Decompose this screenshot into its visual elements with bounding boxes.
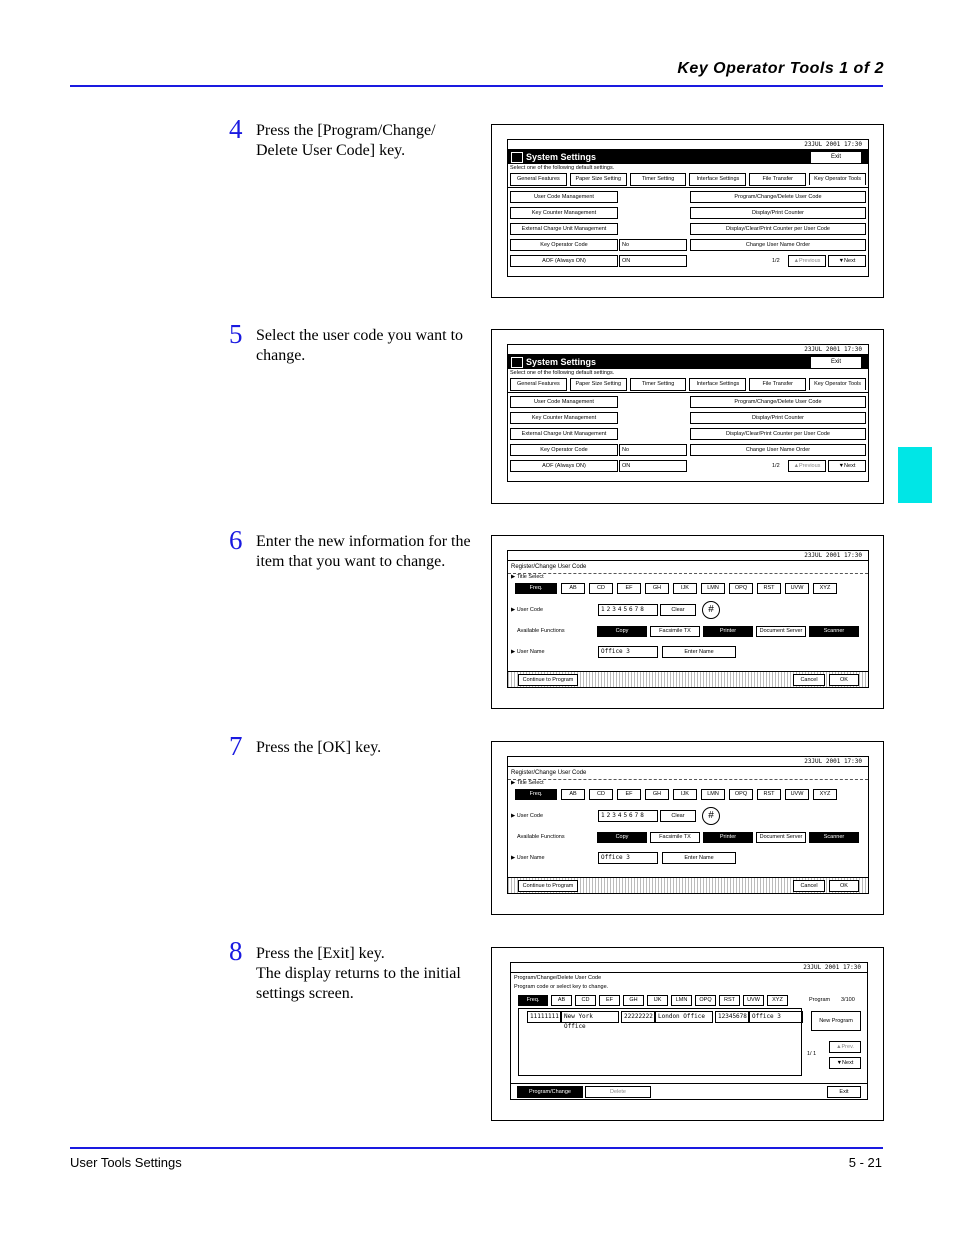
tab-key-operator-tools[interactable]: Key Operator Tools xyxy=(809,173,866,185)
function-scanner[interactable]: Scanner xyxy=(809,626,859,637)
ok-button[interactable]: OK xyxy=(829,674,859,686)
key-rst[interactable]: RST xyxy=(719,995,740,1006)
bottom-bar xyxy=(508,877,868,893)
entry-code-1[interactable]: 11111111 xyxy=(527,1011,561,1023)
change-user-name-order-button[interactable]: Change User Name Order xyxy=(690,239,866,251)
display-clear-print-counter-button[interactable]: Display/Clear/Print Counter per User Code xyxy=(690,223,866,235)
entry-name-2[interactable]: London Office xyxy=(655,1011,713,1023)
clock: 23JUL 2001 17:30 xyxy=(508,140,868,150)
title-select-label: ▶ Title Select xyxy=(511,574,544,580)
key-rst[interactable]: RST xyxy=(757,789,781,800)
tab-paper-size[interactable]: Paper Size Setting xyxy=(570,378,627,391)
display-print-counter-button[interactable]: Display/Print Counter xyxy=(690,207,866,219)
external-charge-unit-button[interactable]: External Charge Unit Management xyxy=(510,428,618,440)
instruction: Program code or select key to change. xyxy=(514,984,609,990)
hash-icon[interactable]: # xyxy=(702,807,720,825)
key-ef[interactable]: EF xyxy=(617,583,641,594)
key-ijk[interactable]: IJK xyxy=(647,995,668,1006)
functions-row xyxy=(597,832,859,843)
screen-title-text: System Settings xyxy=(526,152,597,162)
previous-button[interactable]: ▲Previous xyxy=(788,255,826,267)
key-ef[interactable]: EF xyxy=(617,789,641,800)
step-text-continued: The display returns to the initial settings screen. xyxy=(256,965,461,1002)
instruction: Select one of the following default settings. xyxy=(510,370,615,376)
page-header-title: Key Operator Tools 1 of 2 xyxy=(677,60,884,77)
key-operator-code-button[interactable]: Key Operator Code xyxy=(510,444,618,456)
key-rst[interactable]: RST xyxy=(757,583,781,594)
user-code-field[interactable]: 12345678 xyxy=(598,810,658,822)
key-gh[interactable]: GH xyxy=(645,583,669,594)
key-lmn[interactable]: LMN xyxy=(701,583,725,594)
title-keys xyxy=(518,995,788,1006)
key-opq[interactable]: OPQ xyxy=(729,583,753,594)
display-print-counter-button[interactable]: Display/Print Counter xyxy=(690,412,866,424)
next-button[interactable]: ▼Next xyxy=(828,255,866,267)
tab-row xyxy=(508,377,868,393)
exit-button[interactable]: Exit xyxy=(827,1086,861,1098)
key-ab[interactable]: AB xyxy=(561,583,585,594)
new-program-button[interactable]: New Program xyxy=(811,1011,861,1031)
user-code-management-button[interactable]: User Code Management xyxy=(510,396,618,408)
key-opq[interactable]: OPQ xyxy=(695,995,716,1006)
screen-title xyxy=(508,150,868,164)
step-text: Select the user code you want to change. xyxy=(256,327,464,364)
figure-register-user-code xyxy=(491,535,884,709)
step-text: Press the [Exit] key. xyxy=(256,945,385,962)
page-indicator: 1/2 xyxy=(772,258,780,264)
function-copy[interactable]: Copy xyxy=(597,832,647,843)
key-freq[interactable]: Freq. xyxy=(515,789,557,800)
screen-title xyxy=(508,355,868,369)
step-number: 5 xyxy=(229,319,243,349)
step-text: Enter the new information for the item that you want to change. xyxy=(256,533,471,570)
key-xyz[interactable]: XYZ xyxy=(813,583,837,594)
screen xyxy=(510,962,868,1100)
key-cd[interactable]: CD xyxy=(589,583,613,594)
page-indicator: 1/ 1 xyxy=(807,1051,817,1057)
screen-title: Register/Change User Code xyxy=(508,561,868,574)
entry-name-1[interactable]: New York Office xyxy=(561,1011,619,1023)
screen xyxy=(507,139,869,277)
screen xyxy=(507,344,869,482)
tab-file-transfer[interactable]: File Transfer xyxy=(749,173,806,186)
available-functions-label: Available Functions xyxy=(517,628,565,634)
settings-grid xyxy=(508,393,868,482)
tab-timer[interactable]: Timer Setting xyxy=(630,173,687,186)
step-text: Press the [OK] key. xyxy=(256,739,382,756)
user-name-label: ▶ User Name xyxy=(511,649,545,655)
key-ijk[interactable]: IJK xyxy=(673,583,697,594)
header-rule xyxy=(70,85,883,87)
tab-file-transfer[interactable]: File Transfer xyxy=(749,378,806,391)
section-tab-marker xyxy=(898,447,932,503)
function-copy[interactable]: Copy xyxy=(597,626,647,637)
aof-button[interactable]: AOF (Always ON) xyxy=(510,460,618,472)
tab-delete[interactable]: Delete xyxy=(585,1086,651,1098)
settings-icon xyxy=(511,152,523,163)
user-name-field[interactable]: Office 3 xyxy=(598,646,658,658)
key-ab[interactable]: AB xyxy=(551,995,572,1006)
previous-button[interactable]: ▲Prev. xyxy=(829,1041,861,1053)
program-change-delete-user-code-button[interactable]: Program/Change/Delete User Code xyxy=(690,396,866,408)
key-ab[interactable]: AB xyxy=(561,789,585,800)
entry-code-3[interactable]: 12345678 xyxy=(715,1011,749,1023)
exit-button[interactable]: Exit xyxy=(810,356,862,369)
aof-value: ON xyxy=(619,460,687,472)
key-uvw[interactable]: UVW xyxy=(785,789,809,800)
function-document-server[interactable]: Document Server xyxy=(756,626,806,637)
key-uvw[interactable]: UVW xyxy=(743,995,764,1006)
settings-grid xyxy=(508,188,868,277)
instruction: Select one of the following default settings. xyxy=(510,165,615,171)
tab-interface[interactable]: Interface Settings xyxy=(689,378,746,391)
program-change-delete-user-code-button[interactable]: Program/Change/Delete User Code xyxy=(690,191,866,203)
clock: 23JUL 2001 17:30 xyxy=(508,551,868,561)
hash-icon[interactable]: # xyxy=(702,601,720,619)
page-indicator: 1/2 xyxy=(772,463,780,469)
key-freq[interactable]: Freq. xyxy=(518,995,548,1006)
key-opq[interactable]: OPQ xyxy=(729,789,753,800)
tab-general-features[interactable]: General Features xyxy=(510,173,567,186)
tab-general-features[interactable]: General Features xyxy=(510,378,567,391)
external-charge-unit-button[interactable]: External Charge Unit Management xyxy=(510,223,618,235)
user-code-label: ▶ User Code xyxy=(511,607,544,613)
title-keys xyxy=(515,789,837,800)
function-facsimile-tx[interactable]: Facsimile TX xyxy=(650,626,700,637)
entry-code-2[interactable]: 22222222 xyxy=(621,1011,655,1023)
tab-timer[interactable]: Timer Setting xyxy=(630,378,687,391)
enter-name-button[interactable]: Enter Name xyxy=(662,852,736,864)
tab-key-operator-tools[interactable]: Key Operator Tools xyxy=(809,378,866,390)
user-code-label: ▶ User Code xyxy=(511,813,544,819)
continue-to-program-button[interactable]: Continue to Program xyxy=(518,880,578,892)
key-counter-management-button[interactable]: Key Counter Management xyxy=(510,412,618,424)
key-cd[interactable]: CD xyxy=(589,789,613,800)
key-gh[interactable]: GH xyxy=(623,995,644,1006)
function-document-server[interactable]: Document Server xyxy=(756,832,806,843)
screen xyxy=(507,550,869,688)
step-number: 8 xyxy=(229,936,243,966)
clock: 23JUL 2001 17:30 xyxy=(508,345,868,355)
key-cd[interactable]: CD xyxy=(575,995,596,1006)
clock: 23JUL 2001 17:30 xyxy=(511,963,867,973)
footer-page-number: 5 - 21 xyxy=(848,1155,882,1170)
key-ef[interactable]: EF xyxy=(599,995,620,1006)
next-button[interactable]: ▼Next xyxy=(828,460,866,472)
clock: 23JUL 2001 17:30 xyxy=(508,757,868,767)
exit-button[interactable]: Exit xyxy=(810,151,862,164)
screen xyxy=(507,756,869,894)
entry-name-3[interactable]: Office 3 xyxy=(749,1011,803,1023)
entry-list xyxy=(518,1008,802,1076)
bottom-bar xyxy=(508,671,868,687)
aof-value: ON xyxy=(619,255,687,267)
function-scanner[interactable]: Scanner xyxy=(809,832,859,843)
clear-button[interactable]: Clear xyxy=(660,604,696,616)
footer-rule xyxy=(70,1147,883,1149)
key-gh[interactable]: GH xyxy=(645,789,669,800)
screen-title-text: System Settings xyxy=(526,357,597,367)
key-operator-code-value: No xyxy=(619,444,687,456)
display-clear-print-counter-button[interactable]: Display/Clear/Print Counter per User Code xyxy=(690,428,866,440)
tab-paper-size[interactable]: Paper Size Setting xyxy=(570,173,627,186)
key-lmn[interactable]: LMN xyxy=(701,789,725,800)
available-functions-label: Available Functions xyxy=(517,834,565,840)
title-select-label: ▶ Title Select xyxy=(511,780,544,786)
program-label: Program xyxy=(809,997,831,1003)
next-button[interactable]: ▼Next xyxy=(829,1057,861,1069)
step-number: 6 xyxy=(229,525,243,555)
figure-system-settings xyxy=(491,124,884,298)
key-operator-code-value: No xyxy=(619,239,687,251)
change-user-name-order-button[interactable]: Change User Name Order xyxy=(690,444,866,456)
function-printer[interactable]: Printer xyxy=(703,626,753,637)
key-counter-management-button[interactable]: Key Counter Management xyxy=(510,207,618,219)
title-keys xyxy=(515,583,837,594)
key-lmn[interactable]: LMN xyxy=(671,995,692,1006)
aof-button[interactable]: AOF (Always ON) xyxy=(510,255,618,267)
tab-row xyxy=(508,172,868,188)
key-xyz[interactable]: XYZ xyxy=(813,789,837,800)
screen-title: Register/Change User Code xyxy=(508,767,868,780)
footer-section-name: User Tools Settings xyxy=(70,1155,182,1170)
settings-icon xyxy=(511,357,523,368)
previous-button[interactable]: ▲Previous xyxy=(788,460,826,472)
functions-row xyxy=(597,626,859,637)
key-freq[interactable]: Freq. xyxy=(515,583,557,594)
user-code-field[interactable]: 12345678 xyxy=(598,604,658,616)
ok-button[interactable]: OK xyxy=(829,880,859,892)
user-name-label: ▶ User Name xyxy=(511,855,545,861)
program-count: 3/100 xyxy=(841,997,855,1003)
user-name-field[interactable]: Office 3 xyxy=(598,852,658,864)
user-code-management-button[interactable]: User Code Management xyxy=(510,191,618,203)
step-text: Press the [Program/Change/ Delete User Code] key. xyxy=(256,122,436,159)
function-facsimile-tx[interactable]: Facsimile TX xyxy=(650,832,700,843)
key-ijk[interactable]: IJK xyxy=(673,789,697,800)
cancel-button[interactable]: Cancel xyxy=(793,880,825,892)
tab-program-change[interactable]: Program/Change xyxy=(517,1086,583,1098)
figure-program-user-code xyxy=(491,947,884,1121)
figure-register-user-code xyxy=(491,741,884,915)
screen-title: Program/Change/Delete User Code xyxy=(514,975,602,981)
enter-name-button[interactable]: Enter Name xyxy=(662,646,736,658)
cancel-button[interactable]: Cancel xyxy=(793,674,825,686)
figure-system-settings xyxy=(491,329,884,504)
function-printer[interactable]: Printer xyxy=(703,832,753,843)
step-number: 4 xyxy=(229,114,243,144)
key-xyz[interactable]: XYZ xyxy=(767,995,788,1006)
key-operator-code-button[interactable]: Key Operator Code xyxy=(510,239,618,251)
clear-button[interactable]: Clear xyxy=(660,810,696,822)
step-number: 7 xyxy=(229,731,243,761)
continue-to-program-button[interactable]: Continue to Program xyxy=(518,674,578,686)
tab-interface[interactable]: Interface Settings xyxy=(689,173,746,186)
bottom-bar xyxy=(511,1083,867,1099)
key-uvw[interactable]: UVW xyxy=(785,583,809,594)
